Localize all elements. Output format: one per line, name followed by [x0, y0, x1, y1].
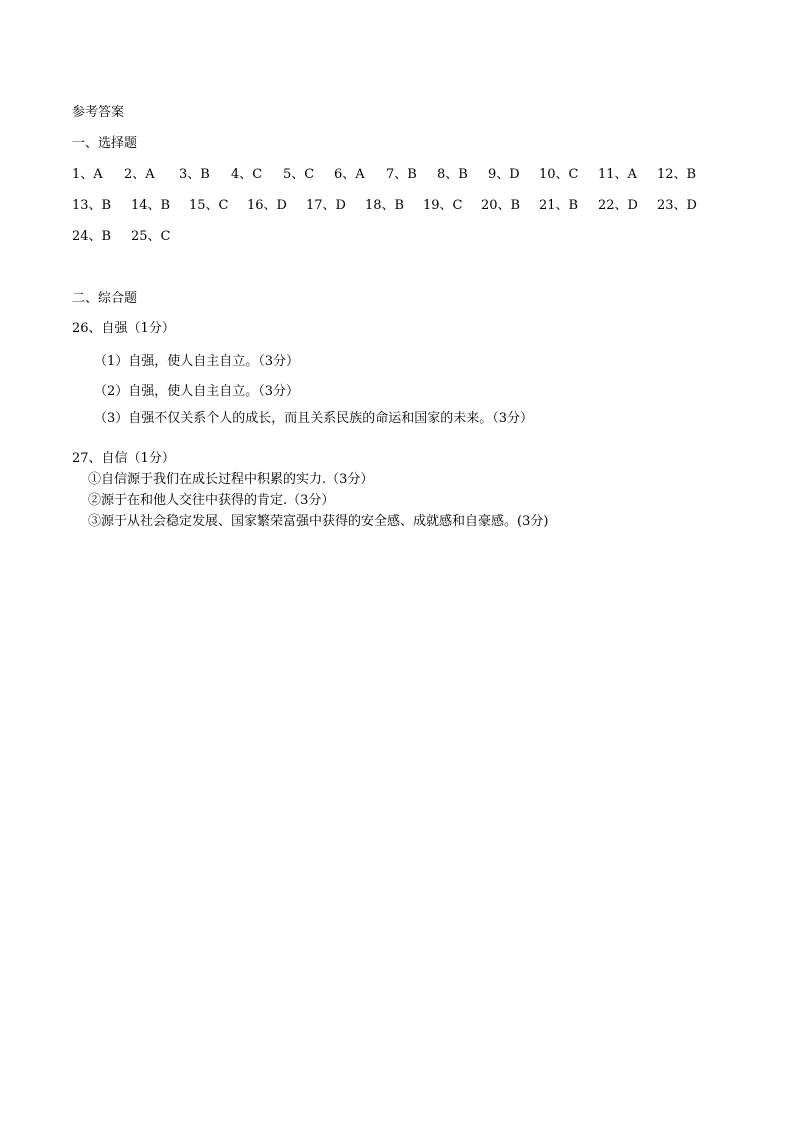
answer-item: 22、D: [598, 198, 638, 213]
question-26-answer-3: （3）自强不仅关系个人的成长，而且关系民族的命运和国家的未来。（3分）: [94, 411, 534, 426]
question-26-answer-1: （1）自强，使人自主自立。（3分）: [94, 354, 300, 369]
answer-item: 7、B: [386, 167, 417, 182]
question-26-title: 26、自强（1分）: [72, 321, 175, 336]
answer-item: 11、A: [598, 167, 637, 182]
section2-heading: 二、综合题: [72, 291, 138, 306]
answer-item: 19、C: [423, 198, 463, 213]
answer-item: 25、C: [131, 229, 171, 244]
answer-row-1: [72, 167, 732, 183]
answer-item: 24、B: [72, 229, 112, 244]
question-27-answer-3: ③源于从社会稳定发展、国家繁荣富强中获得的安全感、成就感和自豪感。(3分): [88, 514, 549, 529]
answer-item: 13、B: [72, 198, 112, 213]
section1-heading: 一、选择题: [72, 136, 138, 151]
question-26-answer-2: （2）自强，使人自主自立。（3分）: [94, 384, 300, 399]
answer-item: 10、C: [539, 167, 579, 182]
answer-item: 21、B: [539, 198, 579, 213]
answer-item: 12、B: [657, 167, 697, 182]
answer-item: 16、D: [247, 198, 287, 213]
page-title: 参考答案: [72, 105, 125, 120]
answer-item: 2、A: [124, 167, 155, 182]
answer-item: 20、B: [481, 198, 521, 213]
answer-row-2: [72, 198, 732, 214]
answer-item: 14、B: [131, 198, 171, 213]
answer-item: 3、B: [179, 167, 210, 182]
question-27-answer-2: ②源于在和他人交往中获得的肯定.（3分）: [88, 493, 335, 508]
answer-item: 9、D: [488, 167, 520, 182]
answer-item: 5、C: [283, 167, 315, 182]
answer-item: 15、C: [189, 198, 229, 213]
answer-item: 18、B: [365, 198, 405, 213]
answer-item: 8、B: [437, 167, 468, 182]
answer-item: 6、A: [334, 167, 365, 182]
answer-row-3: [72, 229, 732, 245]
answer-item: 17、D: [306, 198, 346, 213]
answer-item: 1、A: [72, 167, 103, 182]
question-27-answer-1: ①自信源于我们在成长过程中积累的实力.（3分）: [88, 472, 374, 487]
answer-item: 4、C: [231, 167, 263, 182]
answer-item: 23、D: [657, 198, 697, 213]
question-27-title: 27、自信（1分）: [72, 451, 175, 466]
